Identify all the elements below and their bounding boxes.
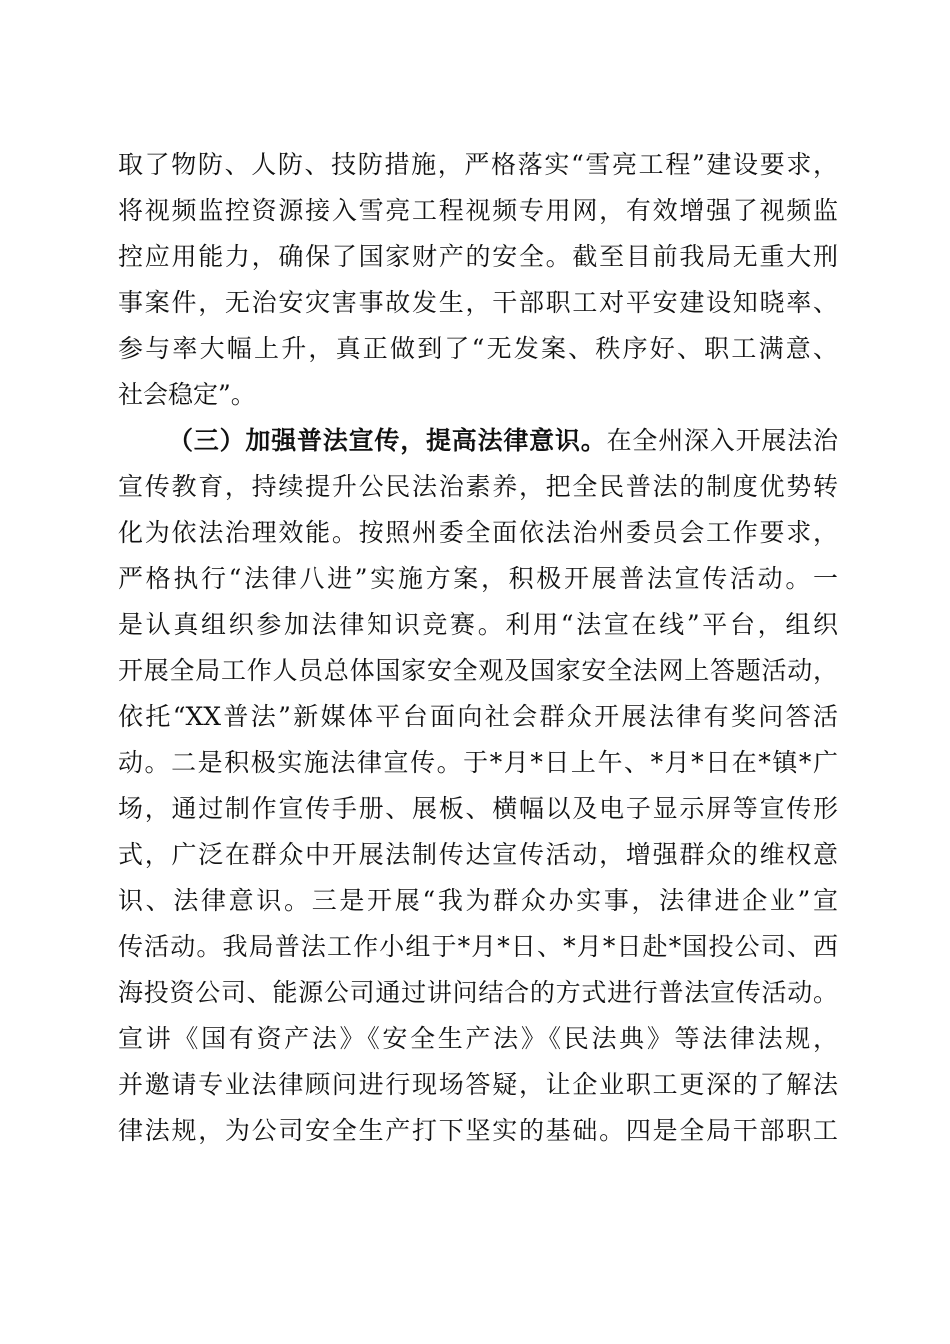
paragraph-safety-measures: [118, 142, 838, 418]
text-line: 宣传教育，持续提升公民法治素养，把全民普法的制度优势转: [118, 472, 838, 501]
section-heading: （三）加强普法宣传，提高法律意识。: [168, 426, 607, 455]
text-line: 依托“XX普法”新媒体平台面向社会群众开展法律有奖问答活: [118, 702, 838, 731]
paragraph-legal-publicity: [118, 418, 838, 1154]
text-line: 参与率大幅上升，真正做到了“无发案、秩序好、职工满意、: [118, 334, 838, 363]
heading-line-rest: 在全州深入开展法治: [606, 426, 838, 455]
text-line: 社会稳定”。: [118, 380, 256, 409]
text-line: 动。二是积极实施法律宣传。于*月*日上午、*月*日在*镇*广: [118, 748, 838, 777]
text-line: 并邀请专业法律顾问进行现场答疑，让企业职工更深的了解法: [118, 1070, 838, 1099]
text-line: 化为依法治理效能。按照州委全面依法治州委员会工作要求，: [118, 518, 838, 547]
text-line: 开展全局工作人员总体国家安全观及国家安全法网上答题活动，: [118, 656, 838, 685]
document-body: [118, 142, 838, 1154]
text-line: 是认真组织参加法律知识竞赛。利用“法宣在线”平台，组织: [118, 610, 838, 639]
text-line: 控应用能力，确保了国家财产的安全。截至目前我局无重大刑: [118, 242, 838, 271]
text-line: 将视频监控资源接入雪亮工程视频专用网，有效增强了视频监: [118, 196, 838, 225]
text-line: 严格执行“法律八进”实施方案，积极开展普法宣传活动。一: [118, 564, 838, 593]
text-line: 取了物防、人防、技防措施，严格落实“雪亮工程”建设要求，: [118, 150, 838, 179]
text-line: [118, 418, 838, 464]
text-line: 事案件，无治安灾害事故发生，干部职工对平安建设知晓率、: [118, 288, 838, 317]
text-line: 式，广泛在群众中开展法制传达宣传活动，增强群众的维权意: [118, 840, 838, 869]
text-line: 律法规，为公司安全生产打下坚实的基础。四是全局干部职工: [118, 1116, 838, 1145]
text-line: 海投资公司、能源公司通过讲问结合的方式进行普法宣传活动。: [118, 978, 838, 1007]
text-line: 识、法律意识。三是开展“我为群众办实事，法律进企业”宣: [118, 886, 838, 915]
text-line: 场，通过制作宣传手册、展板、横幅以及电子显示屏等宣传形: [118, 794, 838, 823]
text-line: 传活动。我局普法工作小组于*月*日、*月*日赴*国投公司、西: [118, 932, 838, 961]
text-line: 宣讲《国有资产法》《安全生产法》《民法典》等法律法规，: [118, 1024, 838, 1053]
